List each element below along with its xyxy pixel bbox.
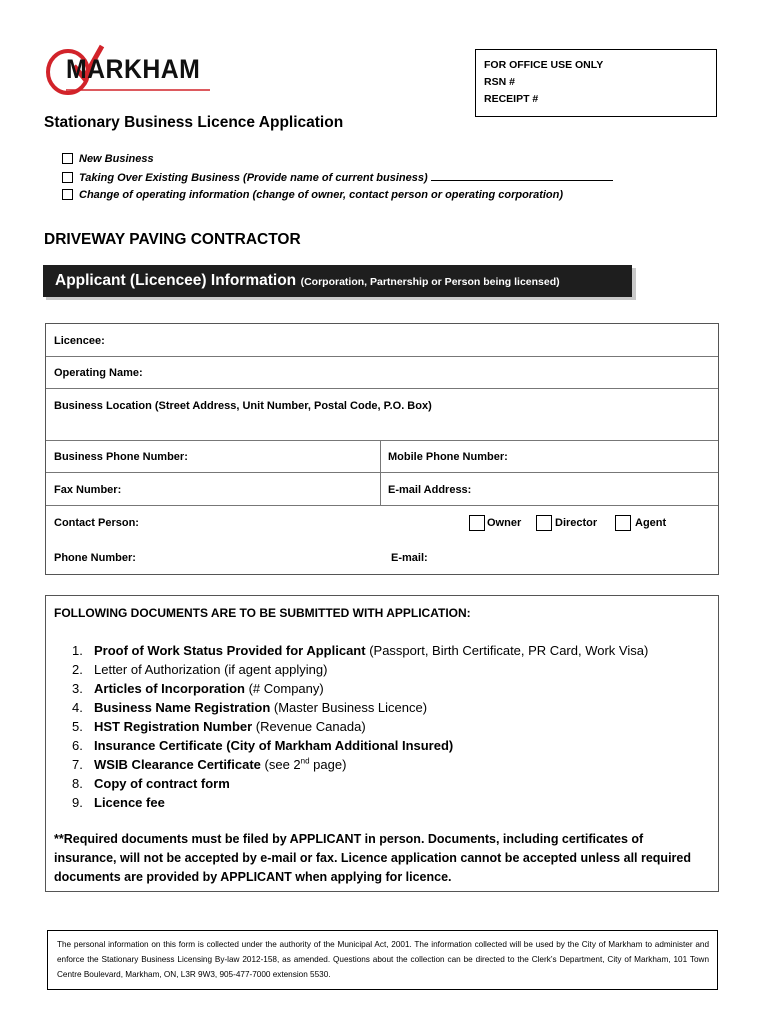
list-item: 8. Copy of contract form — [72, 776, 230, 791]
office-use-title: FOR OFFICE USE ONLY — [484, 59, 604, 71]
documents-note: **Required documents must be filed by APPLICANT in person. Documents, including certificates of insurance, will not be accepted by e-mail or fax. Licence application cannot be accepted unless all required documents are provided by APPLICANT when applying for licence. — [54, 832, 691, 884]
phone-number-label: Phone Number: — [54, 552, 136, 564]
logo-text: MARKHAM — [66, 54, 201, 84]
current-business-name-field[interactable] — [431, 170, 613, 181]
director-label: Director — [555, 517, 598, 529]
list-item: 2. Letter of Authorization (if agent applying) — [72, 662, 328, 677]
section-banner — [43, 265, 632, 297]
mobile-phone-label: Mobile Phone Number: — [388, 451, 508, 463]
owner-checkbox[interactable] — [469, 515, 485, 531]
column-divider — [380, 440, 381, 506]
receipt-label: RECEIPT # — [484, 93, 539, 105]
form-title: Stationary Business Licence Application — [44, 114, 344, 131]
email-address-label: E-mail Address: — [388, 484, 472, 496]
rsn-label: RSN # — [484, 76, 515, 88]
option-taking-over[interactable] — [62, 170, 613, 185]
list-item: 7. WSIB Clearance Certificate (see 2nd page) — [72, 756, 347, 772]
licencee-label: Licencee: — [54, 335, 105, 347]
taking-over-checkbox[interactable] — [62, 172, 73, 183]
owner-label: Owner — [487, 517, 522, 529]
option-label: New Business — [79, 153, 154, 165]
markham-logo — [44, 44, 214, 98]
list-item: 6. Insurance Certificate (City of Markham Additional Insured) — [72, 738, 454, 753]
agent-checkbox[interactable] — [615, 515, 631, 531]
licence-category: DRIVEWAY PAVING CONTRACTOR — [44, 231, 301, 248]
list-item: 3. Articles of Incorporation (# Company) — [72, 681, 324, 696]
director-checkbox[interactable] — [536, 515, 552, 531]
option-new-business[interactable] — [62, 152, 154, 166]
documents-heading: FOLLOWING DOCUMENTS ARE TO BE SUBMITTED WITH APPLICATION: — [54, 606, 471, 620]
row-divider — [46, 440, 718, 441]
operating-name-label: Operating Name: — [54, 367, 143, 379]
agent-label: Agent — [635, 517, 667, 529]
fax-label: Fax Number: — [54, 484, 122, 496]
change-info-checkbox[interactable] — [62, 189, 73, 200]
business-phone-label: Business Phone Number: — [54, 451, 188, 463]
row-divider — [46, 356, 718, 357]
contact-person-label: Contact Person: — [54, 517, 139, 529]
section-subtitle: (Corporation, Partnership or Person being licensed) — [300, 276, 560, 288]
row-divider — [46, 505, 718, 506]
applicant-table — [45, 323, 719, 575]
privacy-statement: The personal information on this form is collected under the authority of the Municipal Act, 2001. The information collected will be used by the City of Markham to administer and enforce the Stationary Business Licensing By-law 2012-158, as amended. Questions about the collection can be directed to the Clerk’s Department, City of Markham, 101 Town Centre Boulevard, Markham, ON, L3R 9W3, 905-477-7000 extension 5530. — [47, 930, 718, 990]
office-use-box — [475, 49, 717, 117]
option-label: Taking Over Existing Business (Provide name of current business) — [79, 172, 428, 184]
option-change-info[interactable] — [62, 188, 563, 202]
option-label: Change of operating information (change of owner, contact person or operating corporation) — [79, 189, 564, 201]
section-title: Applicant (Licencee) Information — [55, 272, 297, 289]
list-item: 4. Business Name Registration (Master Business Licence) — [72, 700, 428, 715]
new-business-checkbox[interactable] — [62, 153, 73, 164]
business-location-label: Business Location (Street Address, Unit Number, Postal Code, P.O. Box) — [54, 400, 432, 412]
list-item: 1. Proof of Work Status Provided for Applicant (Passport, Birth Certificate, PR Card, Work Visa) — [72, 643, 649, 658]
documents-list — [72, 641, 649, 812]
row-divider — [46, 472, 718, 473]
list-item: 9. Licence fee — [72, 795, 165, 810]
row-divider — [46, 388, 718, 389]
email-label: E-mail: — [391, 552, 428, 564]
documents-box — [45, 595, 719, 892]
list-item: 5. HST Registration Number (Revenue Canada) — [72, 719, 366, 734]
